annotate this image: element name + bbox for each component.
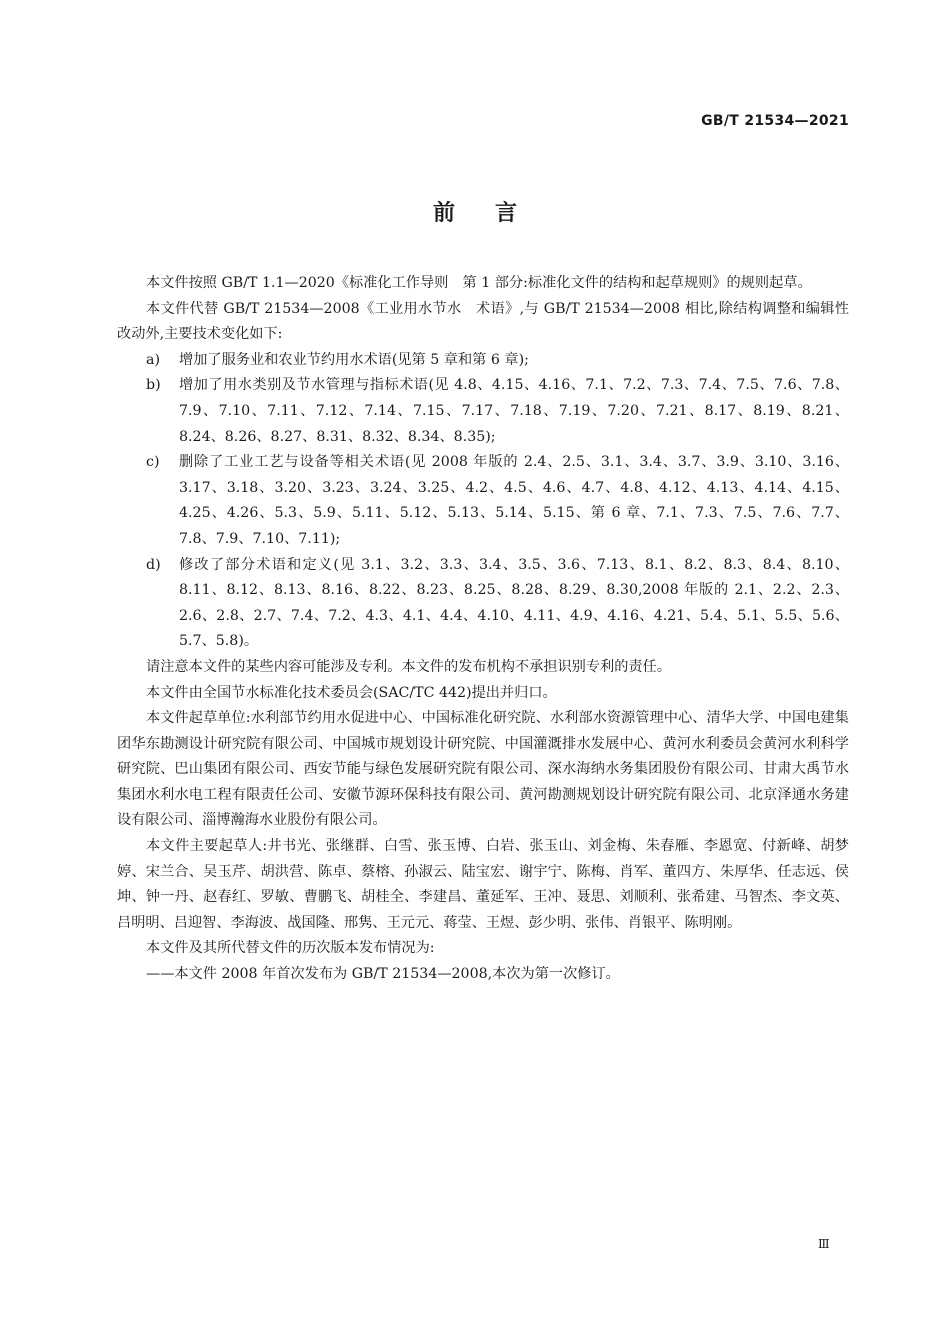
- list-item-text: 增加了服务业和农业节约用水术语(见第 5 章和第 6 章);: [179, 351, 529, 368]
- list-item: [117, 553, 849, 655]
- history-intro: 本文件及其所代替文件的历次版本发布情况为:: [146, 940, 435, 957]
- list-marker: c): [146, 454, 160, 471]
- list-item-text: 修改了部分术语和定义(见 3.1、3.2、3.3、3.4、3.5、3.6、7.13、8.1、8.2、8.3、8.4、8.10、8.11、8.12、8.13、8.16、8.22、8.23、8.25、8.28、8.29、8.30,2008 年版的 2.1、2.2、2.3、2.6、2.8、2.7、7.4、7.2、4.3、4.1、4.4、4.10、4.11、4.9、4.16、4.21、5.4、5.1、5.5、5.6、5.7、5.8)。: [179, 556, 849, 650]
- history-item: ——本文件 2008 年首次发布为 GB/T 21534—2008,本次为第一次修订。: [146, 966, 620, 983]
- list-item-text: 增加了用水类别及节水管理与指标术语(见 4.8、4.15、4.16、7.1、7.2、7.3、7.4、7.5、7.6、7.8、7.9、7.10、7.11、7.12、7.14、7.15、7.17、7.18、7.19、7.20、7.21、8.17、8.19、8.21、8.24、8.26、8.27、8.31、8.32、8.34、8.35);: [179, 377, 849, 445]
- list-item-text: 删除了工业工艺与设备等相关术语(见 2008 年版的 2.4、2.5、3.1、3.4、3.7、3.9、3.10、3.16、3.17、3.18、3.20、3.23、3.24、3.25、4.2、4.5、4.6、4.7、4.8、4.12、4.13、4.14、4.15、4.25、4.26、5.3、5.9、5.11、5.12、5.13、5.14、5.15、第 6 章、7.1、7.3、7.5、7.6、7.7、7.8、7.9、7.10、7.11);: [179, 454, 849, 547]
- page-title: 前言: [432, 201, 557, 226]
- patent-notice: 请注意本文件的某些内容可能涉及专利。本文件的发布机构不承担识别专利的责任。: [146, 658, 671, 675]
- list-marker: a): [146, 351, 160, 368]
- list-item: [117, 450, 849, 552]
- list-item: [117, 348, 849, 374]
- paragraph-replacement: 本文件代替 GB/T 21534—2008《工业用水节水 术语》,与 GB/T 21534—2008 相比,除结构调整和编辑性改动外,主要技术变化如下:: [117, 300, 849, 343]
- drafters: 本文件主要起草人:井书光、张继群、白雪、张玉博、白岩、张玉山、刘金梅、朱春雁、李恩宽、付新峰、胡梦婷、宋兰合、吴玉芹、胡洪营、陈卓、蔡榕、孙淑云、陆宝宏、谢宇宁、陈梅、肖军、董四方、朱厚华、任志远、侯坤、钟一丹、赵春红、罗敏、曹鹏飞、胡桂全、李建昌、董延军、王冲、聂思、刘顺利、张希建、马智杰、李文英、吕明明、吕迎智、李海波、战国隆、邢隽、王元元、蒋莹、王煜、彭少明、张伟、肖银平、陈明刚。: [117, 838, 849, 931]
- page-number: Ⅲ: [818, 1237, 830, 1251]
- list-marker: d): [146, 556, 161, 573]
- document-body: [117, 271, 849, 988]
- list-item: [117, 373, 849, 450]
- paragraph-drafting-rules: 本文件按照 GB/T 1.1—2020《标准化工作导则 第 1 部分:标准化文件的结构和起草规则》的规则起草。: [146, 275, 812, 291]
- list-marker: b): [146, 377, 161, 394]
- proposer-statement: 本文件由全国节水标准化技术委员会(SAC/TC 442)提出并归口。: [146, 684, 557, 701]
- standard-number: GB/T 21534—2021: [701, 113, 849, 129]
- changes-list: [117, 348, 849, 655]
- drafting-units: 本文件起草单位:水利部节约用水促进中心、中国标准化研究院、水利部水资源管理中心、清华大学、中国电建集团华东勘测设计研究院有限公司、中国城市规划设计研究院、中国灌溉排水发展中心、黄河水利委员会黄河水利科学研究院、巴山集团有限公司、西安节能与绿色发展研究院有限公司、深水海纳水务集团股份有限公司、甘肃大禹节水集团水利水电工程有限责任公司、安徽节源环保科技有限公司、黄河勘测规划设计研究院有限公司、北京泽通水务建设有限公司、淄博瀚海水业股份有限公司。: [117, 710, 849, 829]
